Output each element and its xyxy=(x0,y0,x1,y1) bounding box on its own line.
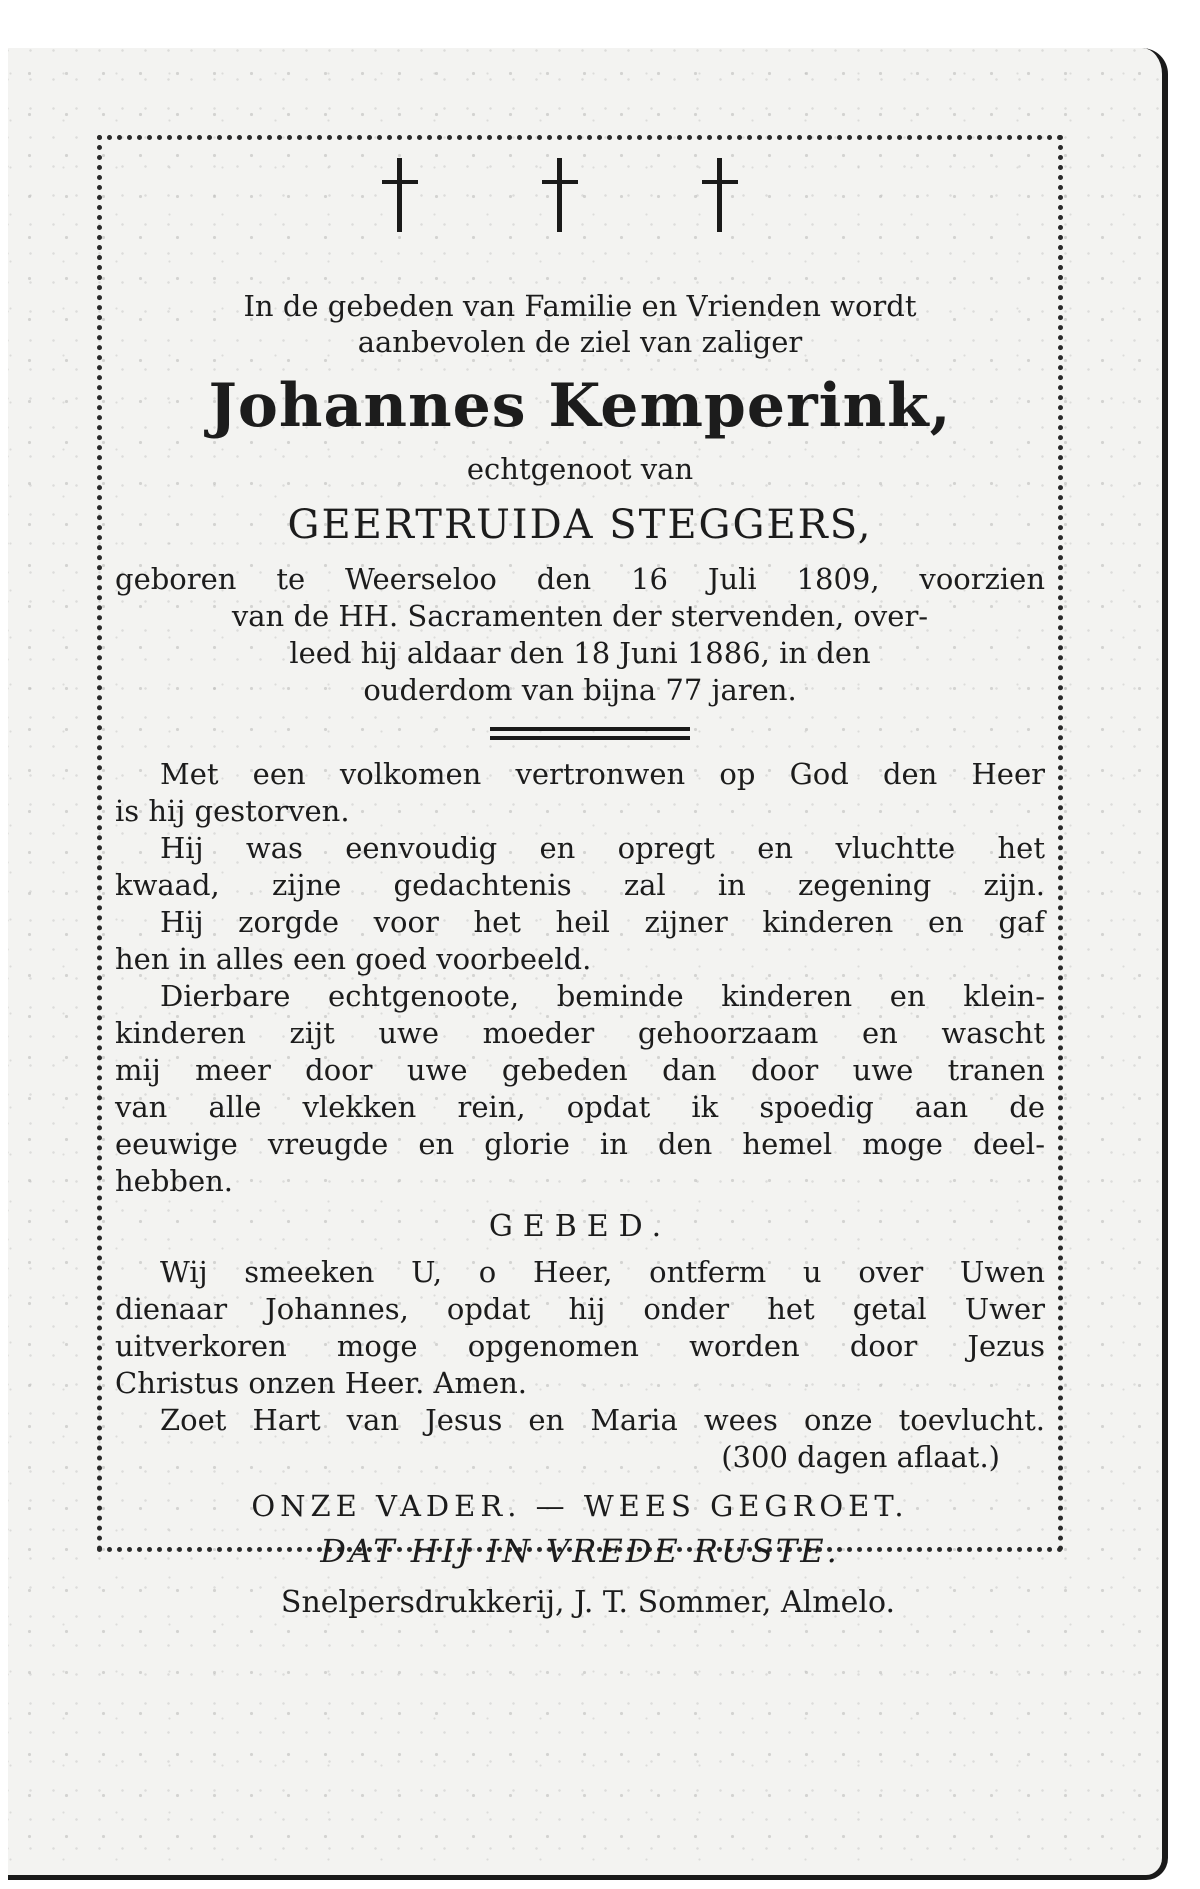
intro-line: aanbevolen de ziel van zaliger xyxy=(357,325,803,359)
prayer-line: Zoet Hart van Jesus en Maria wees onze toevlucht. xyxy=(160,1403,1045,1437)
intro-line: In de gebeden van Familie en Vrienden wordt xyxy=(243,289,917,323)
indulgence-note: (300 dagen aflaat.) xyxy=(721,1440,1000,1474)
body-line: hen in alles een goed voorbeeld. xyxy=(115,942,592,976)
prayer-line: Wij smeeken U, o Heer, ontferm u over Uwen xyxy=(160,1255,1045,1289)
cross-icon xyxy=(380,158,420,238)
prayer-line: dienaar Johannes, opdat hij onder het getal Uwer xyxy=(115,1292,1045,1326)
prayer-title: GEBED. xyxy=(488,1209,672,1244)
body-line: mij meer door uwe gebeden dan door uwe tranen xyxy=(115,1053,1045,1087)
bio-line: van de HH. Sacramenten der stervenden, over- xyxy=(231,599,929,633)
printer-credit: Snelpersdrukkerij, J. T. Sommer, Almelo. xyxy=(280,1585,896,1620)
bio-line: geboren te Weerseloo den 16 Juli 1809, voorzien xyxy=(115,562,1045,596)
body-line: eeuwige vreugde en glorie in den hemel moge deel- xyxy=(115,1127,1045,1161)
body-line: Hij was eenvoudig en opregt en vluchtte het xyxy=(160,831,1045,865)
divider-rule xyxy=(490,727,690,731)
body-line: Dierbare echtgenoote, beminde kinderen en klein- xyxy=(160,979,1045,1013)
cross-icon xyxy=(540,158,580,238)
bio-line: ouderdom van bijna 77 jaren. xyxy=(363,673,797,707)
body-line: hebben. xyxy=(115,1164,234,1198)
body-line: Met een volkomen vertronwen op God den Heer xyxy=(160,757,1045,791)
body-line: kwaad, zijne gedachtenis zal in zegening zijn. xyxy=(115,868,1045,902)
spouse-name: GEERTRUIDA STEGGERS, xyxy=(287,502,873,548)
spouse-intro: echtgenoot van xyxy=(466,452,694,486)
body-line: van alle vlekken rein, opdat ik spoedig aan de xyxy=(115,1090,1045,1124)
divider-rule xyxy=(490,736,690,740)
prayer-line: uitverkoren moge opgenomen worden door Jezus xyxy=(115,1329,1045,1363)
prayer-line: Christus onzen Heer. Amen. xyxy=(115,1366,528,1400)
body-line: is hij gestorven. xyxy=(115,794,350,828)
body-line: kinderen zijt uwe moeder gehoorzaam en wascht xyxy=(115,1016,1045,1050)
closing-prayers: ONZE VADER. — WEES GEGROET. xyxy=(251,1489,909,1523)
deceased-name: Johannes Kemperink, xyxy=(208,371,952,441)
body-line: Hij zorgde voor het heil zijner kinderen en gaf xyxy=(160,905,1045,939)
bio-line: leed hij aldaar den 18 Juni 1886, in den xyxy=(289,636,871,670)
crosses xyxy=(380,158,760,248)
cross-icon xyxy=(700,158,740,238)
rest-in-peace: DAT HIJ IN VREDE RUSTE. xyxy=(320,1532,840,1570)
